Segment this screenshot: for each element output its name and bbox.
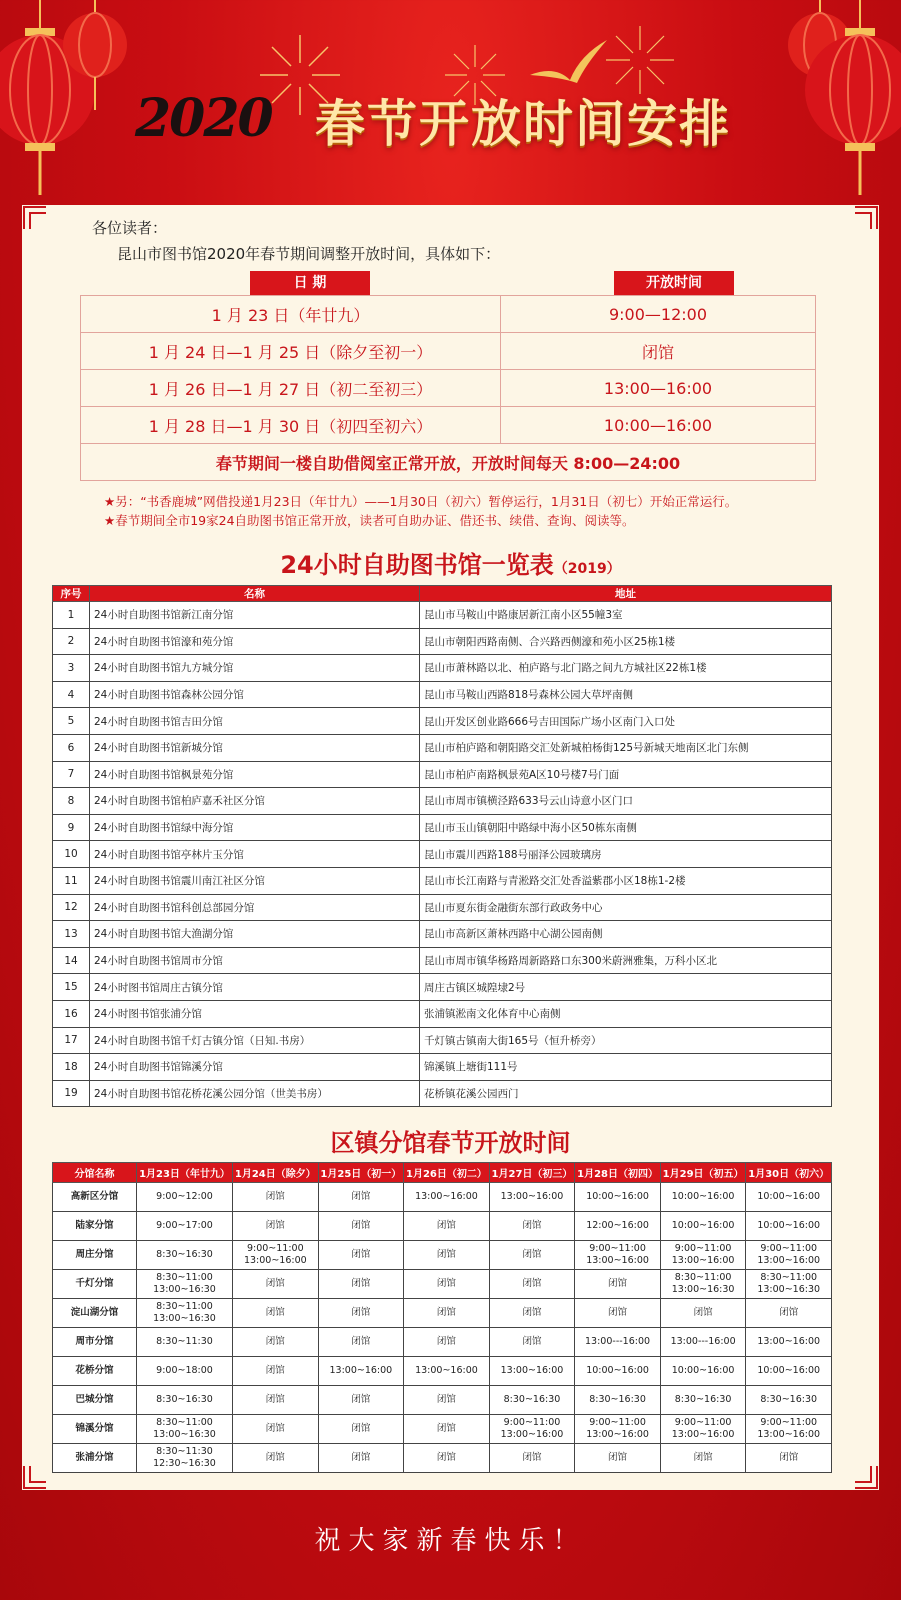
library-name-cell: 24小时自助图书馆锦溪分馆 (90, 1054, 420, 1081)
table-row (53, 1000, 832, 1027)
column-header: 1月23日（年廿九） (137, 1163, 233, 1183)
branch-hours-cell: 闭馆 (404, 1241, 490, 1270)
lantern-left-small-icon (50, 0, 140, 120)
library-address-cell: 昆山市周市镇华杨路周新路路口东300米蔚洲雅集，万科小区北 (420, 947, 832, 974)
column-header: 1月26日（初二） (404, 1163, 490, 1183)
table-row (53, 788, 832, 815)
branch-hours-cell: 闭馆 (489, 1444, 575, 1473)
column-header: 1月30日（初六） (746, 1163, 832, 1183)
library-name-cell: 24小时自助图书馆千灯古镇分馆（日知.书房） (90, 1027, 420, 1054)
branch-hours-cell: 闭馆 (233, 1444, 319, 1473)
table-row (53, 1328, 832, 1357)
table-row (81, 296, 816, 333)
branch-hours-cell: 8:30~11:00 13:00~16:30 (746, 1270, 832, 1299)
library-number-cell: 4 (53, 681, 90, 708)
header-banner (0, 0, 901, 205)
branch-hours-cell: 13:00~16:00 (746, 1328, 832, 1357)
branch-hours-cell: 闭馆 (489, 1328, 575, 1357)
branch-hours-cell: 闭馆 (233, 1357, 319, 1386)
branch-hours-cell: 闭馆 (575, 1444, 661, 1473)
schedule-time-cell: 13:00—16:00 (501, 370, 816, 407)
schedule-table (80, 295, 816, 481)
branch-hours-cell: 闭馆 (489, 1299, 575, 1328)
branch-hours-cell: 闭馆 (318, 1328, 404, 1357)
library-address-cell: 昆山市马鞍山西路818号森林公园大草坪南侧 (420, 681, 832, 708)
table-row (53, 841, 832, 868)
branch-hours-cell: 9:00~11:00 13:00~16:00 (233, 1241, 319, 1270)
table-row (53, 947, 832, 974)
table-row (53, 1027, 832, 1054)
greeting-text: 各位读者： (92, 219, 168, 237)
table-row (53, 1080, 832, 1107)
branch-hours-cell: 闭馆 (404, 1386, 490, 1415)
library-address-cell: 昆山市震川西路188号丽泽公园玻璃房 (420, 841, 832, 868)
branch-hours-cell: 10:00~16:00 (660, 1212, 746, 1241)
branch-hours-cell: 10:00~16:00 (746, 1212, 832, 1241)
library-address-cell: 昆山市夏东街金融街东部行政政务中心 (420, 894, 832, 921)
intro-text: 昆山市图书馆2020年春节期间调整开放时间，具体如下： (117, 245, 501, 263)
table-row (53, 1212, 832, 1241)
schedule-date-cell: 1 月 28 日—1 月 30 日（初四至初六） (81, 407, 501, 444)
branches-table (52, 1162, 832, 1473)
branch-hours-cell: 8:30~16:30 (660, 1386, 746, 1415)
branch-hours-cell: 闭馆 (318, 1299, 404, 1328)
branch-hours-cell: 闭馆 (660, 1299, 746, 1328)
table-row (53, 894, 832, 921)
branch-hours-cell: 闭馆 (233, 1212, 319, 1241)
table-row (53, 921, 832, 948)
library-name-cell: 24小时自助图书馆吉田分馆 (90, 708, 420, 735)
table-row (53, 1054, 832, 1081)
library-address-cell: 昆山市高新区萧林西路中心湖公园南侧 (420, 921, 832, 948)
schedule-date-header: 日 期 (250, 271, 370, 295)
table-row (53, 867, 832, 894)
branch-hours-cell: 9:00~11:00 13:00~16:00 (746, 1415, 832, 1444)
table-row (53, 814, 832, 841)
branch-hours-cell: 10:00~16:00 (746, 1183, 832, 1212)
library-address-cell: 昆山市朝阳西路南侧、合兴路西侧濠和苑小区25栋1楼 (420, 628, 832, 655)
branch-name-cell: 巴城分馆 (53, 1386, 137, 1415)
table-row (53, 708, 832, 735)
library-name-cell: 24小时自助图书馆亭林片玉分馆 (90, 841, 420, 868)
schedule-footer-cell: 春节期间一楼自助借阅室正常开放，开放时间每天 8:00—24:00 (81, 444, 816, 481)
branch-hours-cell: 8:30~11:00 13:00~16:30 (137, 1270, 233, 1299)
library-name-cell: 24小时图书馆周庄古镇分馆 (90, 974, 420, 1001)
branch-hours-cell: 闭馆 (746, 1299, 832, 1328)
library-name-cell: 24小时自助图书馆森林公园分馆 (90, 681, 420, 708)
page-title (135, 82, 775, 172)
table-row (53, 734, 832, 761)
branches-title: 区镇分馆春节开放时间 (330, 1129, 571, 1157)
branch-hours-cell: 9:00~11:00 13:00~16:00 (660, 1415, 746, 1444)
branch-hours-cell: 闭馆 (575, 1299, 661, 1328)
branch-hours-cell: 闭馆 (233, 1386, 319, 1415)
table-row (53, 1183, 832, 1212)
library-name-cell: 24小时自助图书馆花桥花溪公园分馆（世美书房） (90, 1080, 420, 1107)
title-text: 春节开放时间安排 (315, 95, 731, 153)
branch-hours-cell: 13:00~16:00 (404, 1357, 490, 1386)
branch-hours-cell: 13:00---16:00 (575, 1328, 661, 1357)
library-number-cell: 8 (53, 788, 90, 815)
branch-name-cell: 千灯分馆 (53, 1270, 137, 1299)
schedule-time-header: 开放时间 (614, 271, 734, 295)
library-number-cell: 12 (53, 894, 90, 921)
branch-hours-cell: 10:00~16:00 (575, 1357, 661, 1386)
library-number-cell: 17 (53, 1027, 90, 1054)
library-number-cell: 6 (53, 734, 90, 761)
schedule-time-cell: 9:00—12:00 (501, 296, 816, 333)
branch-name-cell: 花桥分馆 (53, 1357, 137, 1386)
library-number-cell: 3 (53, 655, 90, 682)
title-year: 2020 (135, 88, 272, 149)
library-name-cell: 24小时图书馆张浦分馆 (90, 1000, 420, 1027)
corner-ornament-icon (853, 205, 879, 231)
branch-hours-cell: 闭馆 (404, 1299, 490, 1328)
column-header: 1月28日（初四） (575, 1163, 661, 1183)
branch-hours-cell: 闭馆 (404, 1212, 490, 1241)
library-address-cell: 昆山市柏庐路和朝阳路交汇处新城柏杨街125号新城天地南区北门东侧 (420, 734, 832, 761)
footer-greeting: 祝大家新春快乐！ (314, 1526, 587, 1556)
table-header-row (53, 586, 832, 602)
content-panel (22, 205, 879, 1490)
library-number-cell: 10 (53, 841, 90, 868)
branch-hours-cell: 9:00~12:00 (137, 1183, 233, 1212)
column-header: 序号 (53, 586, 90, 602)
branch-hours-cell: 闭馆 (318, 1386, 404, 1415)
branch-hours-cell: 闭馆 (233, 1299, 319, 1328)
library-name-cell: 24小时自助图书馆科创总部园分馆 (90, 894, 420, 921)
library-address-cell: 昆山市萧林路以北、柏庐路与北门路之间九方城社区22栋1楼 (420, 655, 832, 682)
library-name-cell: 24小时自助图书馆九方城分馆 (90, 655, 420, 682)
branch-name-cell: 高新区分馆 (53, 1183, 137, 1212)
library-name-cell: 24小时自助图书馆枫景苑分馆 (90, 761, 420, 788)
branch-hours-cell: 闭馆 (404, 1270, 490, 1299)
branch-hours-cell: 闭馆 (233, 1328, 319, 1357)
branch-hours-cell: 闭馆 (233, 1183, 319, 1212)
table-row (53, 1444, 832, 1473)
branch-hours-cell: 闭馆 (318, 1444, 404, 1473)
branch-hours-cell: 13:00~16:00 (489, 1183, 575, 1212)
library-number-cell: 19 (53, 1080, 90, 1107)
libraries-subtitle: （2019） (553, 561, 621, 577)
branch-hours-cell: 闭馆 (489, 1270, 575, 1299)
column-header: 1月24日（除夕） (233, 1163, 319, 1183)
branch-hours-cell: 8:30~11:00 13:00~16:30 (660, 1270, 746, 1299)
schedule-time-cell: 闭馆 (501, 333, 816, 370)
corner-ornament-icon (22, 205, 48, 231)
table-row (53, 1299, 832, 1328)
branch-hours-cell: 9:00~11:00 13:00~16:00 (575, 1241, 661, 1270)
branch-name-cell: 周庄分馆 (53, 1241, 137, 1270)
library-address-cell: 花桥镇花溪公园西门 (420, 1080, 832, 1107)
branch-hours-cell: 8:30~16:30 (575, 1386, 661, 1415)
branch-hours-cell: 闭馆 (404, 1415, 490, 1444)
branch-hours-cell: 8:30~11:00 13:00~16:30 (137, 1415, 233, 1444)
library-number-cell: 16 (53, 1000, 90, 1027)
schedule-date-cell: 1 月 24 日—1 月 25 日（除夕至初一） (81, 333, 501, 370)
branch-hours-cell: 8:30~16:30 (489, 1386, 575, 1415)
corner-ornament-icon (22, 1464, 48, 1490)
branch-hours-cell: 闭馆 (318, 1212, 404, 1241)
branch-name-cell: 锦溪分馆 (53, 1415, 137, 1444)
library-name-cell: 24小时自助图书馆周市分馆 (90, 947, 420, 974)
branch-name-cell: 淀山湖分馆 (53, 1299, 137, 1328)
library-number-cell: 9 (53, 814, 90, 841)
table-row (81, 444, 816, 481)
column-header: 分馆名称 (53, 1163, 137, 1183)
branch-hours-cell: 闭馆 (404, 1328, 490, 1357)
branch-hours-cell: 8:30~11:00 13:00~16:30 (137, 1299, 233, 1328)
corner-ornament-icon (853, 1464, 879, 1490)
branch-hours-cell: 13:00~16:00 (489, 1357, 575, 1386)
branch-hours-cell: 9:00~17:00 (137, 1212, 233, 1241)
table-row (81, 333, 816, 370)
library-address-cell: 昆山市周市镇横泾路633号云山诗意小区门口 (420, 788, 832, 815)
branch-hours-cell: 8:30~11:30 (137, 1328, 233, 1357)
column-header: 1月27日（初三） (489, 1163, 575, 1183)
table-row (53, 1415, 832, 1444)
branch-hours-cell: 10:00~16:00 (660, 1357, 746, 1386)
library-address-cell: 周庄古镇区城隍埭2号 (420, 974, 832, 1001)
table-row (53, 628, 832, 655)
library-number-cell: 13 (53, 921, 90, 948)
library-number-cell: 18 (53, 1054, 90, 1081)
branch-hours-cell: 13:00~16:00 (404, 1183, 490, 1212)
branch-hours-cell: 8:30~16:30 (137, 1241, 233, 1270)
branch-hours-cell: 9:00~11:00 13:00~16:00 (575, 1415, 661, 1444)
libraries-title (22, 545, 879, 580)
table-row (53, 681, 832, 708)
library-address-cell: 锦溪镇上塘街111号 (420, 1054, 832, 1081)
branch-hours-cell: 闭馆 (318, 1183, 404, 1212)
branch-hours-cell: 13:00---16:00 (660, 1328, 746, 1357)
branch-name-cell: 张浦分馆 (53, 1444, 137, 1473)
lantern-right-icon (800, 0, 901, 200)
library-name-cell: 24小时自助图书馆濠和苑分馆 (90, 628, 420, 655)
library-address-cell: 千灯镇古镇南大街165号（恒升桥旁） (420, 1027, 832, 1054)
library-address-cell: 昆山市长江南路与青淞路交汇处香溢紫郡小区18栋1-2楼 (420, 867, 832, 894)
column-header: 名称 (90, 586, 420, 602)
library-number-cell: 7 (53, 761, 90, 788)
table-row (81, 407, 816, 444)
table-row (53, 1386, 832, 1415)
branch-hours-cell: 9:00~11:00 13:00~16:00 (660, 1241, 746, 1270)
library-number-cell: 14 (53, 947, 90, 974)
library-address-cell: 昆山市马鞍山中路康居新江南小区55幢3室 (420, 602, 832, 629)
branch-hours-cell: 闭馆 (318, 1241, 404, 1270)
table-row (53, 761, 832, 788)
library-number-cell: 2 (53, 628, 90, 655)
branch-hours-cell: 10:00~16:00 (660, 1183, 746, 1212)
branch-hours-cell: 闭馆 (660, 1444, 746, 1473)
table-row (81, 370, 816, 407)
schedule-date-cell: 1 月 26 日—1 月 27 日（初二至初三） (81, 370, 501, 407)
branch-hours-cell: 8:30~16:30 (746, 1386, 832, 1415)
branch-name-cell: 周市分馆 (53, 1328, 137, 1357)
note-text: ★另：“书香鹿城”网借投递1月23日（年廿九）——1月30日（初六）暂停运行，1月31日（初七）开始正常运行。 (104, 494, 738, 509)
library-name-cell: 24小时自助图书馆大渔湖分馆 (90, 921, 420, 948)
schedule-time-cell: 10:00—16:00 (501, 407, 816, 444)
branch-name-cell: 陆家分馆 (53, 1212, 137, 1241)
branch-hours-cell: 闭馆 (318, 1270, 404, 1299)
library-address-cell: 张浦镇淞南文化体育中心南侧 (420, 1000, 832, 1027)
table-row (53, 1357, 832, 1386)
branch-hours-cell: 8:30~11:30 12:30~16:30 (137, 1444, 233, 1473)
column-header: 地址 (420, 586, 832, 602)
library-number-cell: 1 (53, 602, 90, 629)
library-address-cell: 昆山开发区创业路666号吉田国际广场小区南门入口处 (420, 708, 832, 735)
branch-hours-cell: 闭馆 (233, 1270, 319, 1299)
library-address-cell: 昆山市玉山镇朝阳中路绿中海小区50栋东南侧 (420, 814, 832, 841)
library-address-cell: 昆山市柏庐南路枫景苑A区10号楼7号门面 (420, 761, 832, 788)
branch-hours-cell: 闭馆 (489, 1241, 575, 1270)
branch-hours-cell: 13:00~16:00 (318, 1357, 404, 1386)
branch-hours-cell: 8:30~16:30 (137, 1386, 233, 1415)
table-row (53, 1241, 832, 1270)
column-header: 1月25日（初一） (318, 1163, 404, 1183)
libraries-title-text: 24小时自助图书馆一览表 (280, 551, 554, 579)
schedule-date-cell: 1 月 23 日（年廿九） (81, 296, 501, 333)
library-name-cell: 24小时自助图书馆绿中海分馆 (90, 814, 420, 841)
branch-hours-cell: 闭馆 (489, 1212, 575, 1241)
table-row (53, 655, 832, 682)
branch-hours-cell: 闭馆 (318, 1415, 404, 1444)
library-number-cell: 15 (53, 974, 90, 1001)
branch-hours-cell: 闭馆 (575, 1270, 661, 1299)
table-row (53, 602, 832, 629)
branch-hours-cell: 10:00~16:00 (575, 1183, 661, 1212)
note-text: ★春节期间全市19家24自助图书馆正常开放，读者可自助办证、借还书、续借、查询、阅读等。 (104, 513, 635, 528)
table-row (53, 974, 832, 1001)
branch-hours-cell: 9:00~11:00 13:00~16:00 (489, 1415, 575, 1444)
branch-hours-cell: 12:00~16:00 (575, 1212, 661, 1241)
branch-hours-cell: 10:00~16:00 (746, 1357, 832, 1386)
library-name-cell: 24小时自助图书馆新城分馆 (90, 734, 420, 761)
table-header-row (53, 1163, 832, 1183)
branch-hours-cell: 闭馆 (233, 1415, 319, 1444)
library-number-cell: 11 (53, 867, 90, 894)
branch-hours-cell: 9:00~11:00 13:00~16:00 (746, 1241, 832, 1270)
library-number-cell: 5 (53, 708, 90, 735)
library-name-cell: 24小时自助图书馆柏庐嘉禾社区分馆 (90, 788, 420, 815)
libraries-table (52, 585, 832, 1107)
column-header: 1月29日（初五） (660, 1163, 746, 1183)
library-name-cell: 24小时自助图书馆新江南分馆 (90, 602, 420, 629)
branch-hours-cell: 闭馆 (404, 1444, 490, 1473)
library-name-cell: 24小时自助图书馆震川南江社区分馆 (90, 867, 420, 894)
branch-hours-cell: 闭馆 (746, 1444, 832, 1473)
table-row (53, 1270, 832, 1299)
branch-hours-cell: 9:00~18:00 (137, 1357, 233, 1386)
